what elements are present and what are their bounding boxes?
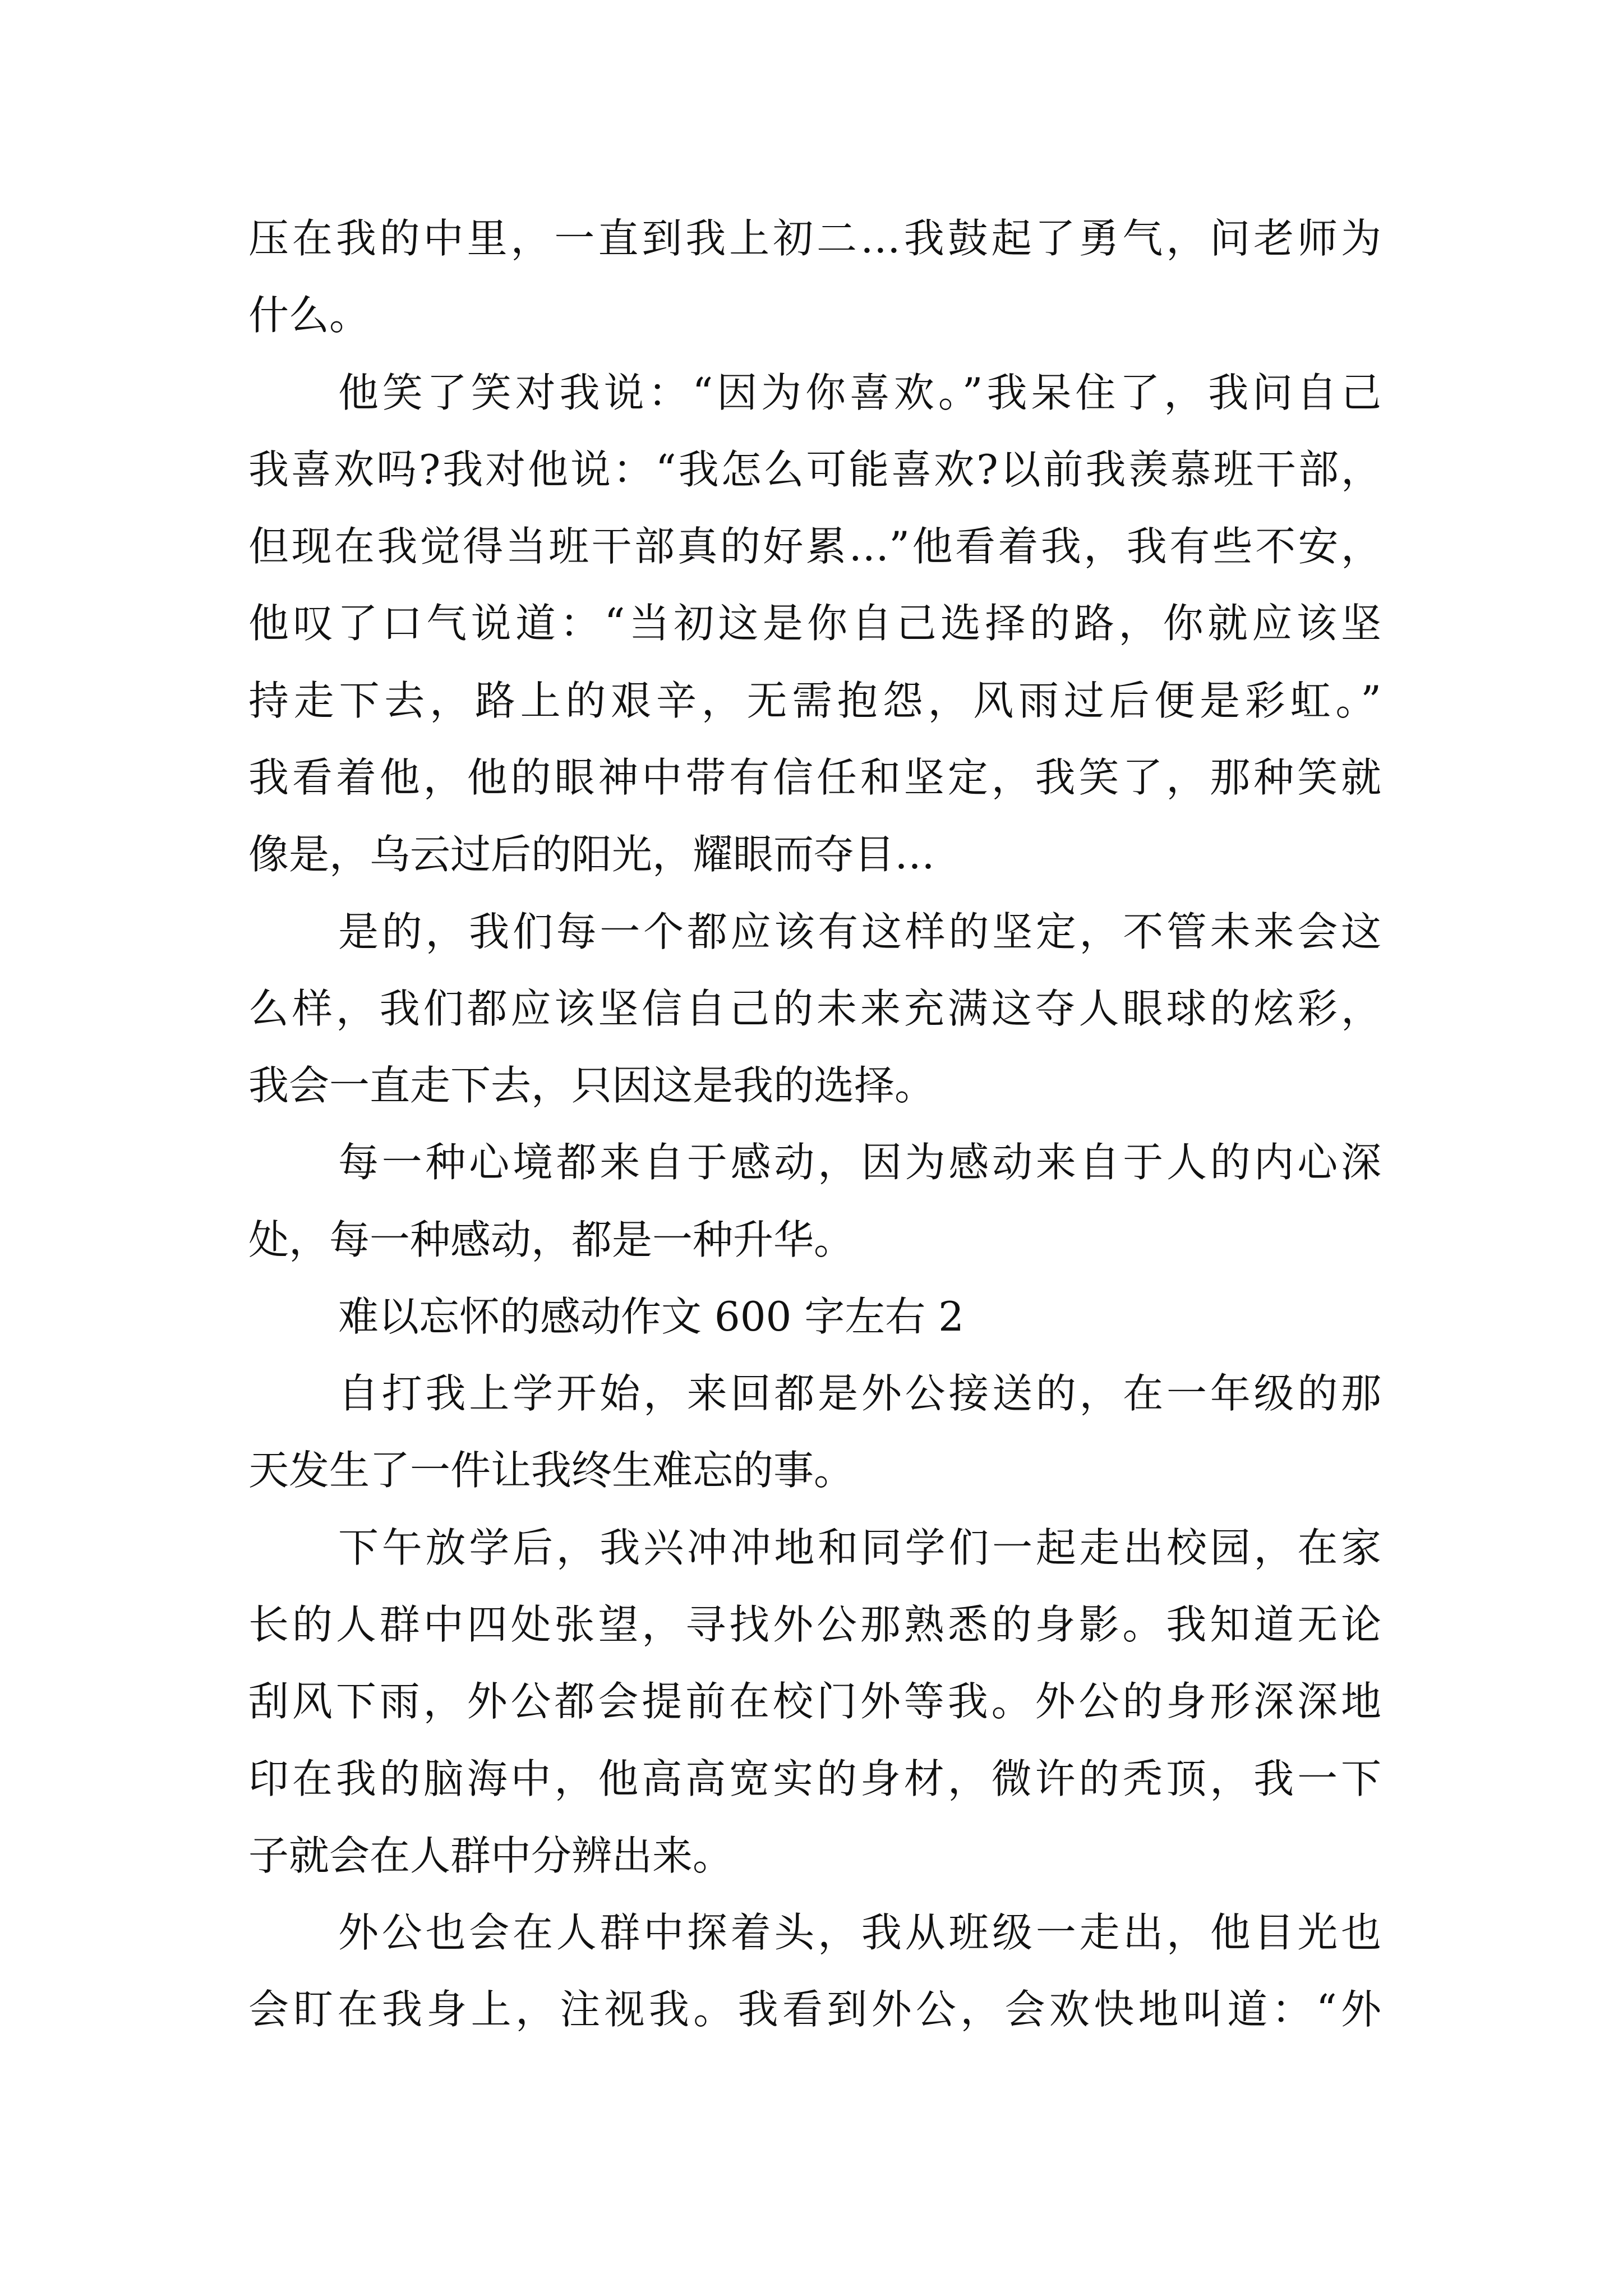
- text-line: 子就会在人群中分辨出来。: [248, 1832, 734, 1879]
- text-line: 会盯在我身上，注视我。我看到外公，会欢快地叫道：“外: [248, 1986, 1381, 2033]
- text-line: 处，每一种感动，都是一种升华。: [248, 1216, 855, 1263]
- text-line: 我看着他，他的眼神中带有信任和坚定，我笑了，那种笑就: [248, 754, 1381, 801]
- text-line: 外公也会在人群中探着头，我从班级一走出，他目光也: [338, 1909, 1381, 1956]
- text-line: 但现在我觉得当班干部真的好累…”他看着我，我有些不安，: [248, 523, 1381, 570]
- text-line: 他笑了笑对我说：“因为你喜欢。”我呆住了，我问自己: [338, 369, 1381, 416]
- text-line: 我会一直走下去，只因这是我的选择。: [248, 1062, 935, 1109]
- text-line: 刮风下雨，外公都会提前在校门外等我。外公的身形深深地: [248, 1678, 1381, 1725]
- text-line: 长的人群中四处张望，寻找外公那熟悉的身影。我知道无论: [248, 1601, 1381, 1648]
- text-line: 每一种心境都来自于感动，因为感动来自于人的内心深: [338, 1139, 1381, 1186]
- text-line: 下午放学后，我兴冲冲地和同学们一起走出校园，在家: [338, 1524, 1381, 1571]
- text-line: 自打我上学开始，来回都是外公接送的，在一年级的那: [338, 1370, 1381, 1417]
- text-line: 他叹了口气说道：“当初这是你自己选择的路，你就应该坚: [248, 600, 1381, 647]
- text-line: 什么。: [248, 292, 370, 339]
- text-line: 像是，乌云过后的阳光，耀眼而夺目…: [248, 831, 935, 878]
- text-line: 天发生了一件让我终生难忘的事。: [248, 1447, 855, 1494]
- text-line: 我喜欢吗?我对他说：“我怎么可能喜欢?以前我羡慕班干部，: [248, 446, 1381, 493]
- text-line: 印在我的脑海中，他高高宽实的身材，微许的秃顶，我一下: [248, 1755, 1381, 1802]
- text-line: 么样，我们都应该坚信自己的未来充满这夺人眼球的炫彩，: [248, 985, 1381, 1032]
- text-line: 压在我的中里，一直到我上初二…我鼓起了勇气，问老师为: [248, 215, 1381, 262]
- text-line: 持走下去，路上的艰辛，无需抱怨，风雨过后便是彩虹。”: [248, 677, 1381, 724]
- text-line: 是的，我们每一个都应该有这样的坚定，不管未来会这: [338, 908, 1381, 955]
- section-heading: 难以忘怀的感动作文 600 字左右 2: [338, 1293, 964, 1340]
